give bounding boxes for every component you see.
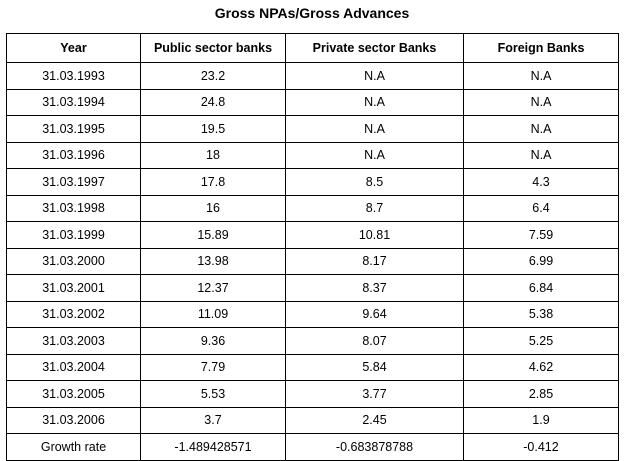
header-row [7,34,619,63]
year-cell: 31.03.2002 [7,301,141,328]
foreign-banks-cell: N.A [464,89,619,116]
table-row [7,434,619,461]
table-row [7,222,619,249]
public-sector-cell: 5.53 [141,381,286,408]
foreign-banks-cell: 6.99 [464,248,619,275]
private-sector-cell: 5.84 [286,354,464,381]
private-sector-cell: 8.17 [286,248,464,275]
private-sector-cell: 9.64 [286,301,464,328]
private-sector-cell: N.A [286,116,464,143]
year-cell: 31.03.1998 [7,195,141,222]
foreign-banks-cell: 4.3 [464,169,619,196]
foreign-banks-cell: 6.84 [464,275,619,302]
table-row [7,354,619,381]
public-sector-cell: 23.2 [141,63,286,90]
foreign-banks-cell: 7.59 [464,222,619,249]
header-private-sector-banks: Private sector Banks [286,34,464,63]
table-row [7,142,619,169]
private-sector-cell: 8.37 [286,275,464,302]
public-sector-cell: 13.98 [141,248,286,275]
private-sector-cell: 8.07 [286,328,464,355]
table-row [7,248,619,275]
foreign-banks-cell: 1.9 [464,407,619,434]
header-public-sector-banks: Public sector banks [141,34,286,63]
year-cell: 31.03.2005 [7,381,141,408]
table-row [7,328,619,355]
public-sector-cell: 18 [141,142,286,169]
foreign-banks-cell: 6.4 [464,195,619,222]
year-cell: 31.03.1993 [7,63,141,90]
year-cell: 31.03.1995 [7,116,141,143]
year-cell: Growth rate [7,434,141,461]
private-sector-cell: N.A [286,63,464,90]
foreign-banks-cell: N.A [464,63,619,90]
table-row [7,301,619,328]
foreign-banks-cell: 5.25 [464,328,619,355]
year-cell: 31.03.1996 [7,142,141,169]
year-cell: 31.03.2001 [7,275,141,302]
private-sector-cell: N.A [286,89,464,116]
public-sector-cell: 3.7 [141,407,286,434]
year-cell: 31.03.2003 [7,328,141,355]
table-row [7,89,619,116]
private-sector-cell: 10.81 [286,222,464,249]
table-row [7,275,619,302]
table-title: Gross NPAs/Gross Advances [214,5,410,21]
year-cell: 31.03.2000 [7,248,141,275]
private-sector-cell: 8.5 [286,169,464,196]
table-row [7,169,619,196]
public-sector-cell: 16 [141,195,286,222]
foreign-banks-cell: 2.85 [464,381,619,408]
public-sector-cell: 17.8 [141,169,286,196]
table-row [7,195,619,222]
year-cell: 31.03.2006 [7,407,141,434]
private-sector-cell: 8.7 [286,195,464,222]
private-sector-cell: -0.683878788 [286,434,464,461]
table-row [7,63,619,90]
public-sector-cell: 12.37 [141,275,286,302]
public-sector-cell: -1.489428571 [141,434,286,461]
header-year: Year [7,34,141,63]
table-row [7,381,619,408]
public-sector-cell: 24.8 [141,89,286,116]
year-cell: 31.03.1997 [7,169,141,196]
public-sector-cell: 19.5 [141,116,286,143]
public-sector-cell: 11.09 [141,301,286,328]
foreign-banks-cell: -0.412 [464,434,619,461]
table-body [7,63,619,461]
header-foreign-banks: Foreign Banks [464,34,619,63]
private-sector-cell: 3.77 [286,381,464,408]
foreign-banks-cell: N.A [464,116,619,143]
private-sector-cell: 2.45 [286,407,464,434]
public-sector-cell: 15.89 [141,222,286,249]
year-cell: 31.03.1994 [7,89,141,116]
foreign-banks-cell: 4.62 [464,354,619,381]
foreign-banks-cell: 5.38 [464,301,619,328]
public-sector-cell: 9.36 [141,328,286,355]
private-sector-cell: N.A [286,142,464,169]
foreign-banks-cell: N.A [464,142,619,169]
year-cell: 31.03.1999 [7,222,141,249]
npa-table [6,33,619,461]
table-row [7,116,619,143]
public-sector-cell: 7.79 [141,354,286,381]
year-cell: 31.03.2004 [7,354,141,381]
table-row [7,407,619,434]
